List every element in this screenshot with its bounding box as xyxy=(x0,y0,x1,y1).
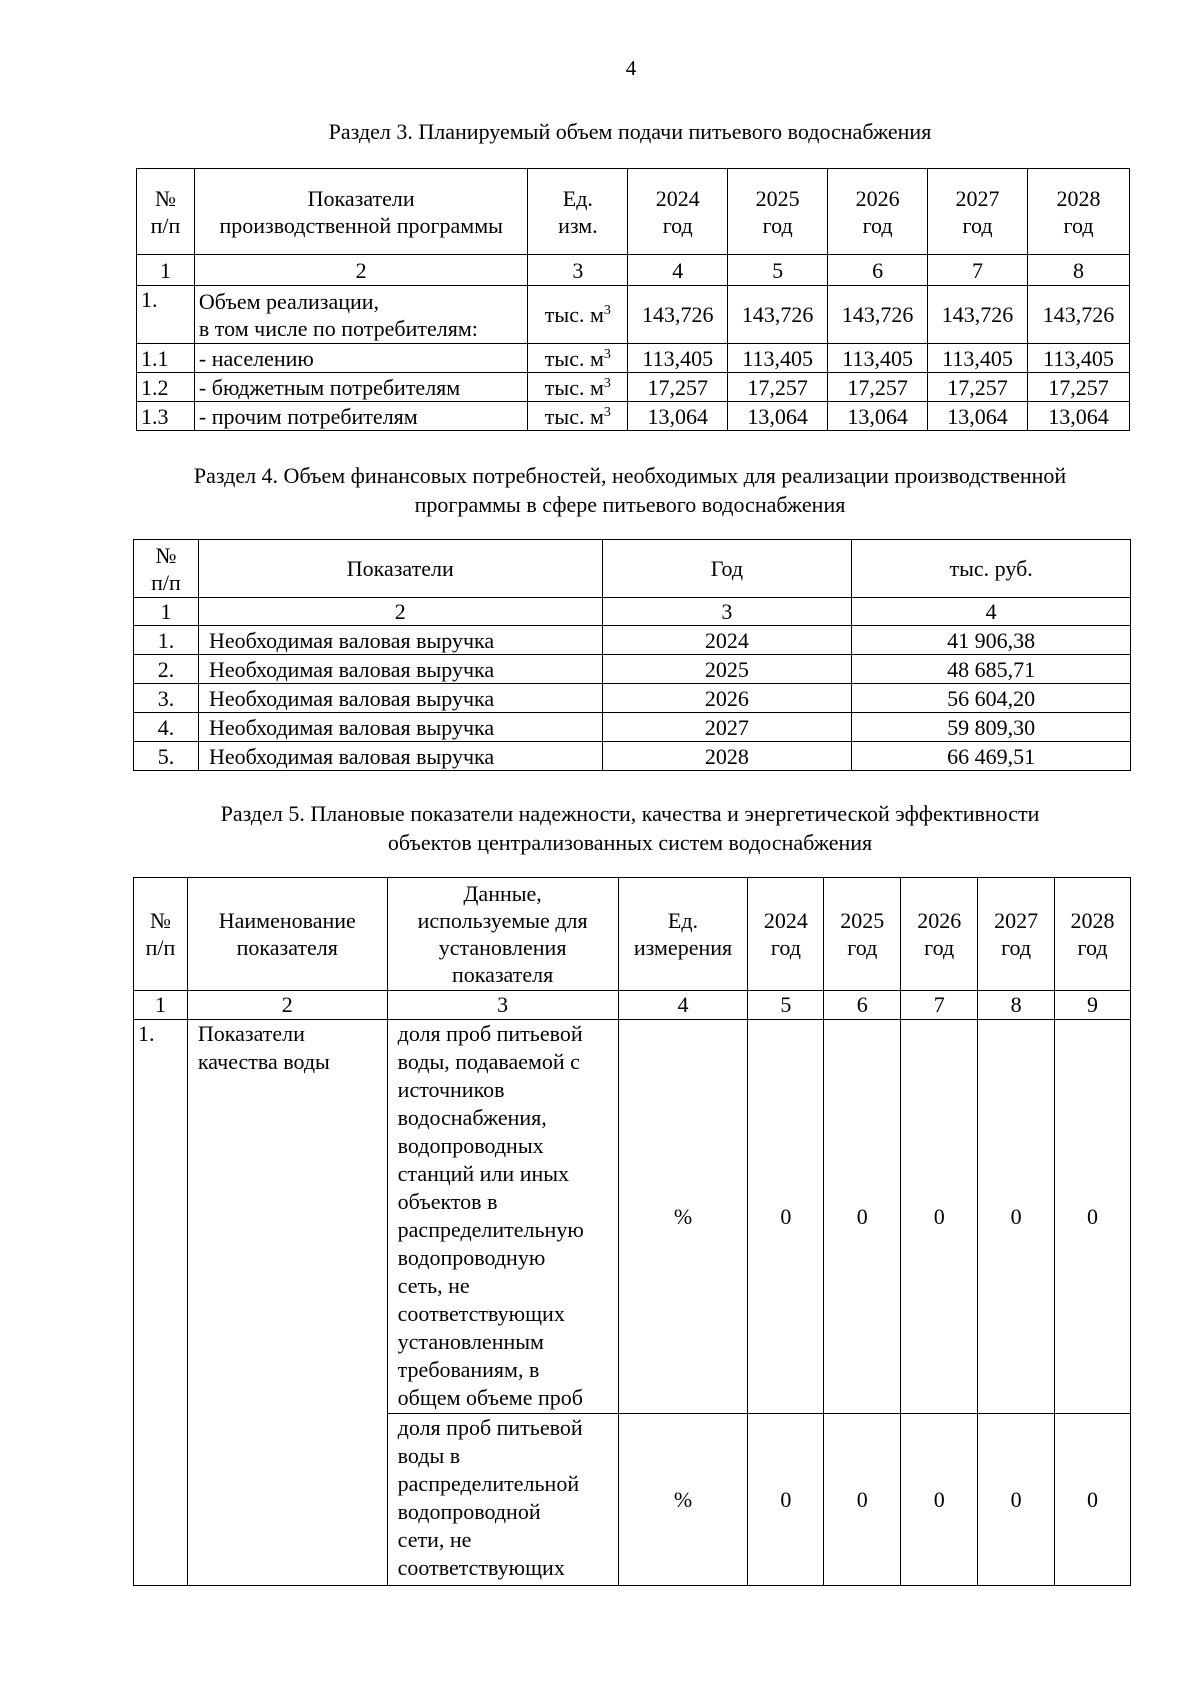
row-num: 1. xyxy=(134,626,199,655)
section5-header-row xyxy=(134,878,1131,991)
row-name: Необходимая валовая выручка xyxy=(198,655,602,684)
row-unit: тыс. $м^3$ xyxy=(528,344,628,373)
row-num: 5. xyxy=(134,742,199,771)
row-value: 143,726 xyxy=(828,286,928,344)
row-amount: 56 604,20 xyxy=(852,684,1131,713)
row-value: 13,064 xyxy=(628,402,728,431)
section5-table xyxy=(133,877,1131,1586)
column-number: 3 xyxy=(602,598,852,626)
header-year: 2025 год xyxy=(824,878,901,991)
row-unit: % xyxy=(618,1020,748,1414)
header-year: 2027 год xyxy=(978,878,1055,991)
row-value: 0 xyxy=(901,1414,978,1586)
row-value: 113,405 xyxy=(1028,344,1130,373)
row-name: Объем реализации, в том числе по потребителям: xyxy=(194,286,528,344)
column-number: 6 xyxy=(824,991,901,1020)
table-row xyxy=(134,742,1131,771)
row-name: Показатели качества воды xyxy=(187,1020,387,1586)
column-number: 7 xyxy=(901,991,978,1020)
column-number: 8 xyxy=(978,991,1055,1020)
row-amount: 48 685,71 xyxy=(852,655,1131,684)
table-row xyxy=(134,713,1131,742)
header-data: Данные, используемые для установления показателя xyxy=(387,878,618,991)
row-num: 1.2 xyxy=(137,373,195,402)
header-year: 2024 год xyxy=(748,878,824,991)
header-num: № п/п xyxy=(134,878,188,991)
column-number: 1 xyxy=(134,991,188,1020)
column-number: 4 xyxy=(618,991,748,1020)
table-row xyxy=(134,1020,1131,1414)
row-value: 17,257 xyxy=(828,373,928,402)
row-value: 17,257 xyxy=(928,373,1028,402)
row-value: 0 xyxy=(1055,1020,1131,1414)
section3-header-row xyxy=(137,169,1130,255)
section4-header-row xyxy=(134,540,1131,598)
row-value: 13,064 xyxy=(1028,402,1130,431)
table-row xyxy=(134,655,1131,684)
page-number: 4 xyxy=(625,56,637,80)
row-name: Необходимая валовая выручка xyxy=(198,713,602,742)
row-value: 113,405 xyxy=(728,344,828,373)
header-indicator: Показатели xyxy=(198,540,602,598)
row-value: 13,064 xyxy=(828,402,928,431)
section5-column-numbers xyxy=(134,991,1131,1020)
table-row xyxy=(134,684,1131,713)
column-number: 4 xyxy=(628,255,728,286)
row-unit: тыс. $м^3$ xyxy=(528,373,628,402)
row-num: 1. xyxy=(134,1020,188,1586)
row-name: Необходимая валовая выручка xyxy=(198,684,602,713)
column-number: 9 xyxy=(1055,991,1131,1020)
section3-column-numbers xyxy=(137,255,1130,286)
row-value: 113,405 xyxy=(928,344,1028,373)
row-year: 2026 xyxy=(602,684,852,713)
row-unit: % xyxy=(618,1414,748,1586)
header-year: Год xyxy=(602,540,852,598)
section4-table xyxy=(133,539,1131,771)
row-value: 113,405 xyxy=(628,344,728,373)
row-year: 2027 xyxy=(602,713,852,742)
row-value: 17,257 xyxy=(1028,373,1130,402)
row-amount: 59 809,30 xyxy=(852,713,1131,742)
header-unit: Ед. измерения xyxy=(618,878,748,991)
header-year: 2026 год xyxy=(828,169,928,255)
table-row xyxy=(137,344,1130,373)
section3-table xyxy=(136,168,1130,431)
row-value: 143,726 xyxy=(728,286,828,344)
header-unit: Ед. изм. xyxy=(528,169,628,255)
table-row xyxy=(134,626,1131,655)
row-value: 0 xyxy=(978,1414,1055,1586)
row-num: 3. xyxy=(134,684,199,713)
row-value: 13,064 xyxy=(728,402,828,431)
row-name: - прочим потребителям xyxy=(194,402,528,431)
row-num: 1.3 xyxy=(137,402,195,431)
row-value: 143,726 xyxy=(928,286,1028,344)
header-indicator: Показатели производственной программы xyxy=(194,169,528,255)
row-data-description: доля проб питьевой воды, подаваемой с источников водоснабжения, водопроводных станций или иных объектов в распределительную водопроводную сеть, не соответствующих установленным требованиям, в общем объеме проб xyxy=(387,1020,618,1414)
row-num: 1. xyxy=(137,286,195,344)
row-year: 2024 xyxy=(602,626,852,655)
row-value: 0 xyxy=(748,1020,824,1414)
row-value: 143,726 xyxy=(628,286,728,344)
row-year: 2028 xyxy=(602,742,852,771)
column-number: 6 xyxy=(828,255,928,286)
row-value: 17,257 xyxy=(628,373,728,402)
section4-title: Раздел 4. Объем финансовых потребностей, необходимых для реализации производственной программы в сфере питьевого водоснабжения xyxy=(193,463,1067,517)
row-value: 13,064 xyxy=(928,402,1028,431)
column-number: 5 xyxy=(748,991,824,1020)
header-num: № п/п xyxy=(137,169,195,255)
row-num: 4. xyxy=(134,713,199,742)
column-number: 8 xyxy=(1028,255,1130,286)
row-name: Необходимая валовая выручка xyxy=(198,626,602,655)
column-number: 5 xyxy=(728,255,828,286)
header-amount: тыс. руб. xyxy=(852,540,1131,598)
table-row xyxy=(137,373,1130,402)
header-year: 2026 год xyxy=(901,878,978,991)
row-name: Необходимая валовая выручка xyxy=(198,742,602,771)
column-number: 2 xyxy=(194,255,528,286)
row-value: 0 xyxy=(748,1414,824,1586)
table-row xyxy=(137,286,1130,344)
column-number: 4 xyxy=(852,598,1131,626)
row-name: - бюджетным потребителям xyxy=(194,373,528,402)
row-year: 2025 xyxy=(602,655,852,684)
row-value: 0 xyxy=(824,1020,901,1414)
row-name: - населению xyxy=(194,344,528,373)
header-name: Наименование показателя xyxy=(187,878,387,991)
column-number: 1 xyxy=(134,598,199,626)
header-year: 2024 год xyxy=(628,169,728,255)
header-year: 2025 год xyxy=(728,169,828,255)
row-value: 113,405 xyxy=(828,344,928,373)
column-number: 3 xyxy=(528,255,628,286)
row-value: 143,726 xyxy=(1028,286,1130,344)
row-num: 2. xyxy=(134,655,199,684)
column-number: 7 xyxy=(928,255,1028,286)
column-number: 2 xyxy=(187,991,387,1020)
row-amount: 41 906,38 xyxy=(852,626,1131,655)
row-amount: 66 469,51 xyxy=(852,742,1131,771)
row-num: 1.1 xyxy=(137,344,195,373)
section4-column-numbers xyxy=(134,598,1131,626)
row-value: 0 xyxy=(824,1414,901,1586)
row-unit: тыс. $м^3$ xyxy=(528,402,628,431)
row-value: 0 xyxy=(901,1020,978,1414)
header-num: № п/п xyxy=(134,540,199,598)
row-value: 0 xyxy=(1055,1414,1131,1586)
header-year: 2027 год xyxy=(928,169,1028,255)
row-value: 0 xyxy=(978,1020,1055,1414)
row-value: 17,257 xyxy=(728,373,828,402)
column-number: 1 xyxy=(137,255,195,286)
header-year: 2028 год xyxy=(1028,169,1130,255)
table-row xyxy=(137,402,1130,431)
row-data-description: доля проб питьевой воды в распределительной водопроводной сети, не соответствующих xyxy=(387,1414,618,1586)
row-unit: тыс. $м^3$ xyxy=(528,286,628,344)
section5-title: Раздел 5. Плановые показатели надежности, качества и энергетической эффективности объектов централизованных систем водоснабжения xyxy=(220,801,1040,855)
column-number: 3 xyxy=(387,991,618,1020)
column-number: 2 xyxy=(198,598,602,626)
header-year: 2028 год xyxy=(1055,878,1131,991)
section3-title: Раздел 3. Планируемый объем подачи питьевого водоснабжения xyxy=(328,119,932,144)
